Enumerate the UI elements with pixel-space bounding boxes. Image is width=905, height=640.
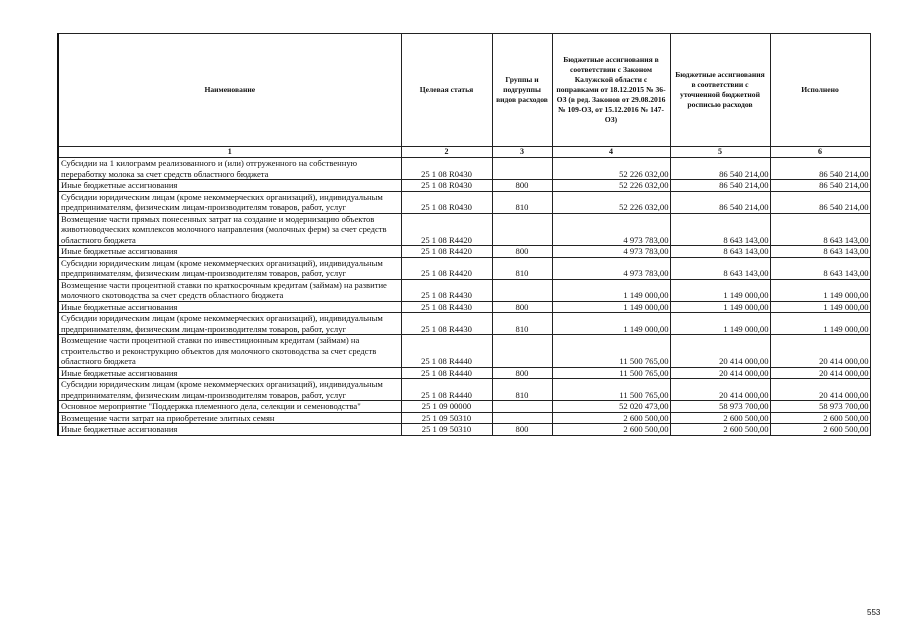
header-executed: Исполнено xyxy=(770,34,870,147)
cell-target-article: 25 1 08 R4430 xyxy=(401,279,492,301)
cell-law-allocation: 11 500 765,00 xyxy=(552,379,670,401)
cell-executed: 2 600 500,00 xyxy=(770,424,870,436)
cell-name: Иные бюджетные ассигнования xyxy=(58,367,401,379)
cell-adjusted-allocation: 2 600 500,00 xyxy=(670,412,770,424)
column-number: 3 xyxy=(492,147,552,158)
column-number: 2 xyxy=(401,147,492,158)
cell-law-allocation: 11 500 765,00 xyxy=(552,335,670,368)
header-name: Наименование xyxy=(58,34,401,147)
cell-executed: 20 414 000,00 xyxy=(770,367,870,379)
cell-adjusted-allocation: 20 414 000,00 xyxy=(670,367,770,379)
column-number-row xyxy=(58,147,870,158)
table-body xyxy=(58,158,870,436)
cell-executed: 86 540 214,00 xyxy=(770,191,870,213)
table-row xyxy=(58,367,870,379)
cell-law-allocation: 1 149 000,00 xyxy=(552,313,670,335)
table-row xyxy=(58,257,870,279)
table-row xyxy=(58,180,870,192)
cell-name: Возмещение части процентной ставки по инвестиционным кредитам (займам) на строительство и реконструкцию объектов для молочного скотоводства за счет средств областного бюджета xyxy=(58,335,401,368)
cell-expense-group: 810 xyxy=(492,379,552,401)
cell-name: Субсидии юридическим лицам (кроме некоммерческих организаций), индивидуальным предпринимателям, физическим лицам-производителям товаров, работ, услуг xyxy=(58,191,401,213)
table-row xyxy=(58,246,870,258)
cell-adjusted-allocation: 8 643 143,00 xyxy=(670,246,770,258)
cell-executed: 2 600 500,00 xyxy=(770,412,870,424)
table-row xyxy=(58,158,870,180)
budget-table xyxy=(57,33,871,436)
cell-adjusted-allocation: 20 414 000,00 xyxy=(670,335,770,368)
cell-name: Субсидии юридическим лицам (кроме некоммерческих организаций), индивидуальным предпринимателям, физическим лицам-производителям товаров, работ, услуг xyxy=(58,313,401,335)
cell-name: Возмещение части прямых понесенных затрат на создание и модернизацию объектов животноводческих комплексов молочного направления (молочных ферм) за счет средств областного бюджета xyxy=(58,213,401,246)
cell-name: Иные бюджетные ассигнования xyxy=(58,301,401,313)
column-number: 6 xyxy=(770,147,870,158)
cell-expense-group: 800 xyxy=(492,424,552,436)
cell-target-article: 25 1 09 00000 xyxy=(401,401,492,413)
cell-law-allocation: 4 973 783,00 xyxy=(552,257,670,279)
cell-expense-group: 810 xyxy=(492,191,552,213)
cell-executed: 58 973 700,00 xyxy=(770,401,870,413)
cell-adjusted-allocation: 86 540 214,00 xyxy=(670,191,770,213)
cell-name: Иные бюджетные ассигнования xyxy=(58,246,401,258)
table-row xyxy=(58,191,870,213)
cell-name: Иные бюджетные ассигнования xyxy=(58,424,401,436)
cell-law-allocation: 52 020 473,00 xyxy=(552,401,670,413)
cell-name: Субсидии юридическим лицам (кроме некоммерческих организаций), индивидуальным предпринимателям, физическим лицам-производителям товаров, работ, услуг xyxy=(58,257,401,279)
cell-law-allocation: 11 500 765,00 xyxy=(552,367,670,379)
cell-law-allocation: 2 600 500,00 xyxy=(552,424,670,436)
column-number: 1 xyxy=(58,147,401,158)
column-number: 5 xyxy=(670,147,770,158)
cell-adjusted-allocation: 1 149 000,00 xyxy=(670,313,770,335)
table-row xyxy=(58,379,870,401)
cell-target-article: 25 1 08 R4440 xyxy=(401,335,492,368)
cell-adjusted-allocation: 2 600 500,00 xyxy=(670,424,770,436)
cell-adjusted-allocation: 8 643 143,00 xyxy=(670,257,770,279)
cell-law-allocation: 52 226 032,00 xyxy=(552,180,670,192)
cell-law-allocation: 52 226 032,00 xyxy=(552,158,670,180)
cell-target-article: 25 1 08 R4420 xyxy=(401,246,492,258)
header-target-article: Целевая статья xyxy=(401,34,492,147)
table-row xyxy=(58,301,870,313)
cell-executed: 8 643 143,00 xyxy=(770,213,870,246)
column-number: 4 xyxy=(552,147,670,158)
cell-expense-group xyxy=(492,213,552,246)
cell-name: Субсидии юридическим лицам (кроме некоммерческих организаций), индивидуальным предпринимателям, физическим лицам-производителям товаров, работ, услуг xyxy=(58,379,401,401)
cell-executed: 8 643 143,00 xyxy=(770,257,870,279)
cell-expense-group xyxy=(492,401,552,413)
cell-executed: 1 149 000,00 xyxy=(770,313,870,335)
cell-target-article: 25 1 08 R0430 xyxy=(401,158,492,180)
table-row xyxy=(58,424,870,436)
cell-target-article: 25 1 08 R0430 xyxy=(401,191,492,213)
cell-target-article: 25 1 08 R4430 xyxy=(401,301,492,313)
cell-law-allocation: 4 973 783,00 xyxy=(552,213,670,246)
cell-expense-group xyxy=(492,335,552,368)
cell-target-article: 25 1 08 R4420 xyxy=(401,213,492,246)
cell-adjusted-allocation: 86 540 214,00 xyxy=(670,158,770,180)
cell-adjusted-allocation: 1 149 000,00 xyxy=(670,279,770,301)
cell-expense-group: 800 xyxy=(492,180,552,192)
cell-expense-group: 810 xyxy=(492,257,552,279)
cell-executed: 1 149 000,00 xyxy=(770,279,870,301)
cell-target-article: 25 1 09 50310 xyxy=(401,412,492,424)
table-row xyxy=(58,213,870,246)
cell-executed: 86 540 214,00 xyxy=(770,180,870,192)
cell-name: Возмещение части затрат на приобретение элитных семян xyxy=(58,412,401,424)
table-row xyxy=(58,279,870,301)
table-row xyxy=(58,313,870,335)
header-row xyxy=(58,34,870,147)
table-row xyxy=(58,412,870,424)
cell-expense-group xyxy=(492,158,552,180)
cell-target-article: 25 1 08 R0430 xyxy=(401,180,492,192)
cell-target-article: 25 1 08 R4420 xyxy=(401,257,492,279)
cell-target-article: 25 1 09 50310 xyxy=(401,424,492,436)
cell-expense-group: 800 xyxy=(492,367,552,379)
cell-name: Иные бюджетные ассигнования xyxy=(58,180,401,192)
cell-target-article: 25 1 08 R4430 xyxy=(401,313,492,335)
cell-executed: 86 540 214,00 xyxy=(770,158,870,180)
cell-law-allocation: 4 973 783,00 xyxy=(552,246,670,258)
cell-target-article: 25 1 08 R4440 xyxy=(401,367,492,379)
cell-name: Основное мероприятие "Поддержка племенного дела, селекции и семеноводства" xyxy=(58,401,401,413)
cell-target-article: 25 1 08 R4440 xyxy=(401,379,492,401)
cell-law-allocation: 52 226 032,00 xyxy=(552,191,670,213)
cell-adjusted-allocation: 8 643 143,00 xyxy=(670,213,770,246)
cell-executed: 1 149 000,00 xyxy=(770,301,870,313)
cell-law-allocation: 1 149 000,00 xyxy=(552,301,670,313)
header-expense-group: Группы и подгруппы видов расходов xyxy=(492,34,552,147)
cell-expense-group xyxy=(492,279,552,301)
cell-name: Возмещение части процентной ставки по краткосрочным кредитам (займам) на развитие молочного скотоводства за счет средств областного бюджета xyxy=(58,279,401,301)
table-row xyxy=(58,335,870,368)
cell-adjusted-allocation: 1 149 000,00 xyxy=(670,301,770,313)
cell-expense-group xyxy=(492,412,552,424)
cell-executed: 20 414 000,00 xyxy=(770,335,870,368)
cell-adjusted-allocation: 58 973 700,00 xyxy=(670,401,770,413)
header-adjusted-allocations: Бюджетные ассигнования в соответствии с уточненной бюджетной росписью расходов xyxy=(670,34,770,147)
cell-name: Субсидии на 1 килограмм реализованного и (или) отгруженного на собственную переработку молока за счет средств областного бюджета xyxy=(58,158,401,180)
cell-expense-group: 800 xyxy=(492,301,552,313)
header-law-allocations: Бюджетные ассигнования в соответствии с Законом Калужской области с поправками от 18.12.2015 № 36-ОЗ (в ред. Законов от 29.08.2016 № 109-ОЗ, от 15.12.2016 № 147-ОЗ) xyxy=(552,34,670,147)
cell-adjusted-allocation: 20 414 000,00 xyxy=(670,379,770,401)
cell-executed: 20 414 000,00 xyxy=(770,379,870,401)
cell-law-allocation: 1 149 000,00 xyxy=(552,279,670,301)
cell-executed: 8 643 143,00 xyxy=(770,246,870,258)
page-number: 553 xyxy=(867,608,881,617)
cell-adjusted-allocation: 86 540 214,00 xyxy=(670,180,770,192)
cell-expense-group: 810 xyxy=(492,313,552,335)
cell-expense-group: 800 xyxy=(492,246,552,258)
cell-law-allocation: 2 600 500,00 xyxy=(552,412,670,424)
table-row xyxy=(58,401,870,413)
